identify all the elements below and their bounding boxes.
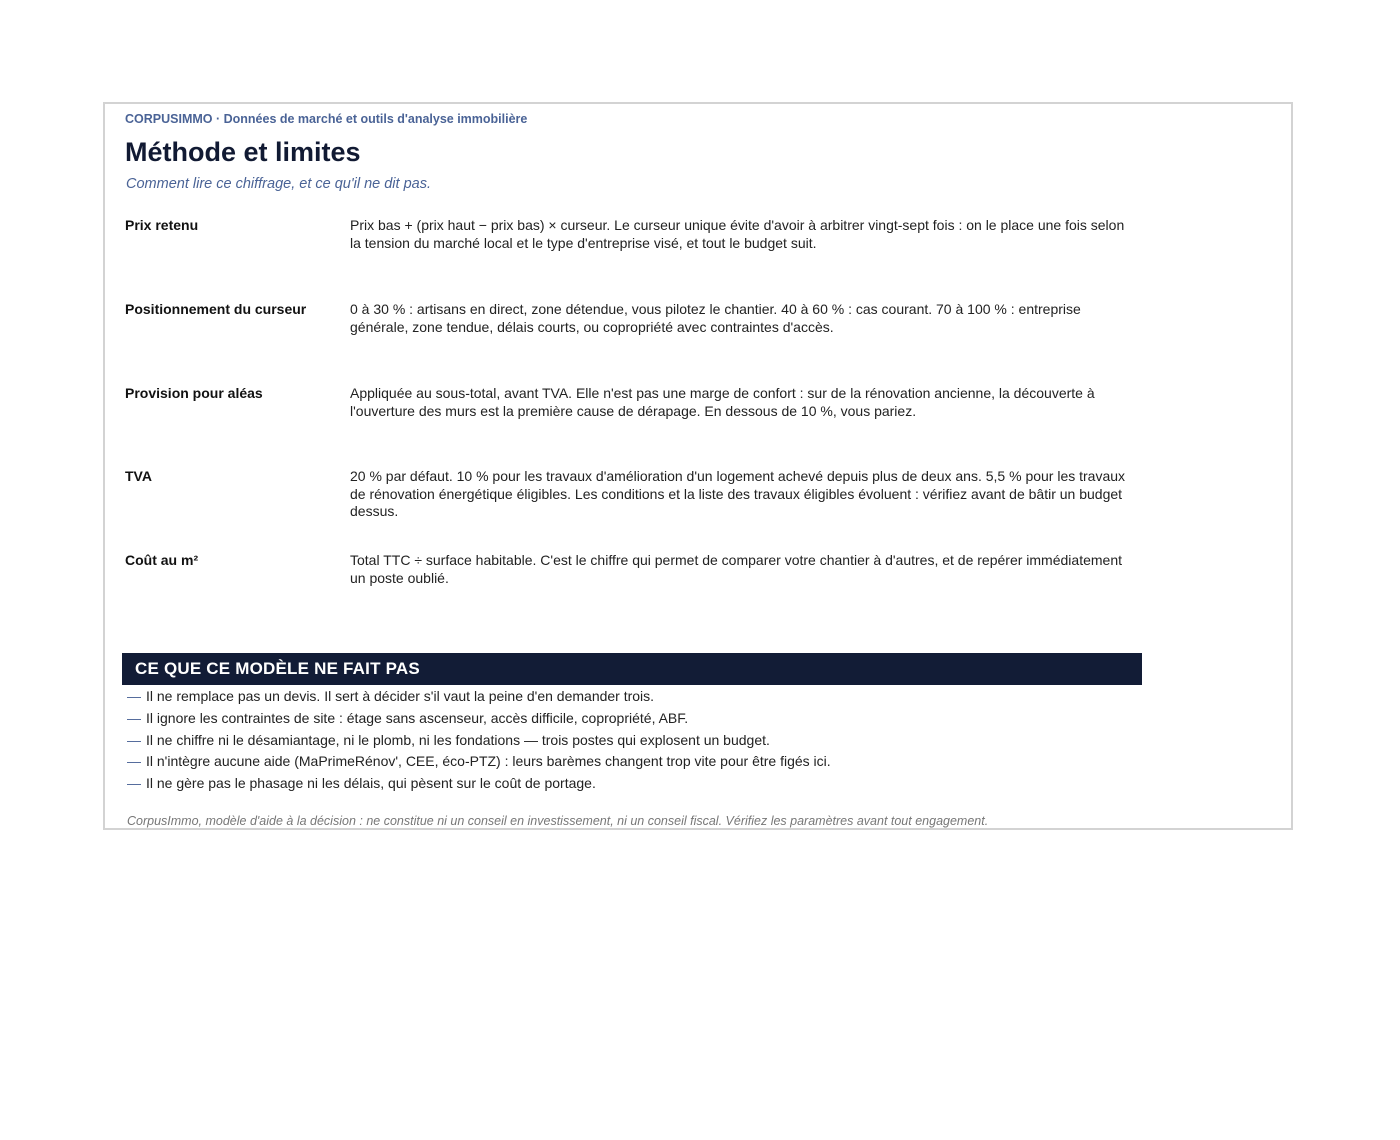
method-row-text: Total TTC ÷ surface habitable. C'est le chiffre qui permet de comparer votre chantier à d'autres, et de repérer immédiatement un poste oublié. [350, 552, 1122, 586]
dash-bullet: — [127, 731, 141, 748]
dash-bullet: — [127, 688, 141, 704]
page-title: Méthode et limites [125, 137, 361, 167]
method-row-label: Prix retenu [125, 217, 199, 233]
list-item [127, 708, 831, 730]
method-row-label: Coût au m² [125, 552, 199, 568]
method-row-tva [125, 468, 1145, 552]
list-item [127, 730, 831, 752]
method-row-curseur [125, 301, 1145, 385]
list-item [127, 773, 831, 795]
list-item [127, 686, 831, 708]
method-row-text: 0 à 30 % : artisans en direct, zone détendue, vous pilotez le chantier. 40 à 60 % : cas courant. 70 à 100 % : entreprise générale, zone tendue, délais courts, ou copropriété avec contraintes d'accès. [350, 301, 1081, 335]
list-item-text: Il n'intègre aucune aide (MaPrimeRénov', CEE, éco-PTZ) : leurs barèmes changent trop vite pour être figés ici. [146, 753, 831, 770]
limits-banner [122, 653, 1142, 685]
method-row-aleas [125, 385, 1145, 468]
dash-bullet: — [127, 753, 141, 770]
method-table [125, 217, 1145, 612]
list-item-text: Il ne gère pas le phasage ni les délais, qui pèsent sur le coût de portage. [146, 775, 596, 792]
footer-disclaimer: CorpusImmo, modèle d'aide à la décision : ne constitue ni un conseil en investissement, ni un conseil fiscal. Vérifiez les paramètres avant tout engagement. [127, 814, 989, 828]
list-item-text: Il ne chiffre ni le désamiantage, ni le plomb, ni les fondations — trois postes qui explosent un budget. [146, 731, 770, 748]
list-item-text: Il ne remplace pas un devis. Il sert à décider s'il vaut la peine d'en demander trois. [146, 688, 655, 704]
limits-title: CE QUE CE MODÈLE NE FAIT PAS [135, 659, 420, 678]
dash-bullet: — [127, 709, 141, 726]
limits-list [127, 686, 831, 795]
method-row-text: Appliquée au sous-total, avant TVA. Elle n'est pas une marge de confort : sur de la rénovation ancienne, la découverte à l'ouverture des murs est la première cause de dérapage. En dessous de 10 %, vous pariez. [350, 385, 1095, 419]
method-row-text: 20 % par défaut. 10 % pour les travaux d'amélioration d'un logement achevé depuis plus de deux ans. 5,5 % pour les travaux de rénovation énergétique éligibles. Les conditions et la liste des travaux éligibles évoluent : vérifiez avant de bâtir un budget dessus. [350, 468, 1126, 519]
document-page [103, 102, 1293, 830]
list-item [127, 751, 831, 773]
page-subtitle: Comment lire ce chiffrage, et ce qu'il ne dit pas. [126, 176, 431, 192]
method-row-cout-m2 [125, 552, 1145, 612]
method-row-label: Provision pour aléas [125, 385, 263, 401]
brand-header: CORPUSIMMO · Données de marché et outils d'analyse immobilière [125, 112, 528, 126]
method-row-label: Positionnement du curseur [125, 301, 307, 317]
method-row-label: TVA [125, 468, 152, 484]
method-row-text: Prix bas + (prix haut − prix bas) × curseur. Le curseur unique évite d'avoir à arbitrer vingt-sept fois : on le place une fois selon la tension du marché local et le type d'entreprise visé, et tout le budget suit. [350, 217, 1125, 251]
method-row-prix-retenu [125, 217, 1145, 301]
list-item-text: Il ignore les contraintes de site : étage sans ascenseur, accès difficile, copropriété, ABF. [146, 709, 689, 726]
dash-bullet: — [127, 775, 141, 792]
